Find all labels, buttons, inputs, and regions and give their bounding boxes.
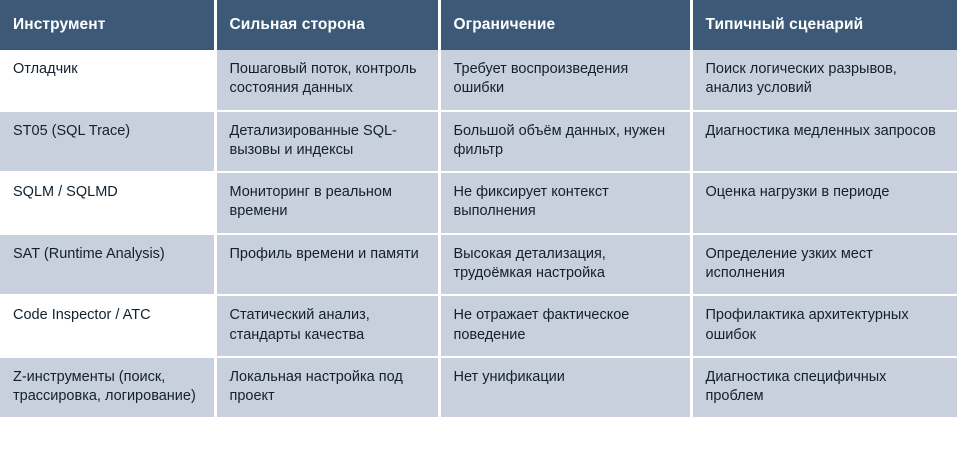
cell-tool: ST05 (SQL Trace)	[0, 111, 215, 173]
cell-limitation: Высокая детализация, трудоёмкая настройка	[439, 234, 691, 296]
cell-limitation: Нет унификации	[439, 357, 691, 419]
table-header	[0, 0, 957, 50]
column-header-limitation: Ограничение	[439, 0, 691, 50]
cell-tool: SAT (Runtime Analysis)	[0, 234, 215, 296]
table-row	[0, 50, 957, 111]
table-header-row	[0, 0, 957, 50]
cell-strength: Локальная настройка под проект	[215, 357, 439, 419]
cell-scenario: Диагностика медленных запросов	[691, 111, 957, 173]
cell-scenario: Диагностика специфичных проблем	[691, 357, 957, 419]
cell-scenario: Определение узких мест исполнения	[691, 234, 957, 296]
cell-strength: Профиль времени и памяти	[215, 234, 439, 296]
table-row	[0, 357, 957, 419]
cell-limitation: Требует воспроизведения ошибки	[439, 50, 691, 111]
column-header-scenario: Типичный сценарий	[691, 0, 957, 50]
table-row	[0, 295, 957, 357]
cell-scenario: Оценка нагрузки в периоде	[691, 172, 957, 234]
cell-tool: SQLM / SQLMD	[0, 172, 215, 234]
cell-tool: Code Inspector / ATC	[0, 295, 215, 357]
cell-tool: Отладчик	[0, 50, 215, 111]
cell-strength: Детализированные SQL-вызовы и индексы	[215, 111, 439, 173]
cell-scenario: Профилактика архитектурных ошибок	[691, 295, 957, 357]
table-row	[0, 111, 957, 173]
cell-tool: Z-инструменты (поиск, трассировка, логирование)	[0, 357, 215, 419]
table-body	[0, 50, 957, 418]
cell-strength: Статический анализ, стандарты качества	[215, 295, 439, 357]
cell-scenario: Поиск логических разрывов, анализ условий	[691, 50, 957, 111]
cell-strength: Пошаговый поток, контроль состояния данных	[215, 50, 439, 111]
cell-limitation: Большой объём данных, нужен фильтр	[439, 111, 691, 173]
table-row	[0, 234, 957, 296]
cell-limitation: Не фиксирует контекст выполнения	[439, 172, 691, 234]
column-header-tool: Инструмент	[0, 0, 215, 50]
cell-strength: Мониторинг в реальном времени	[215, 172, 439, 234]
cell-limitation: Не отражает фактическое поведение	[439, 295, 691, 357]
column-header-strength: Сильная сторона	[215, 0, 439, 50]
table-row	[0, 172, 957, 234]
